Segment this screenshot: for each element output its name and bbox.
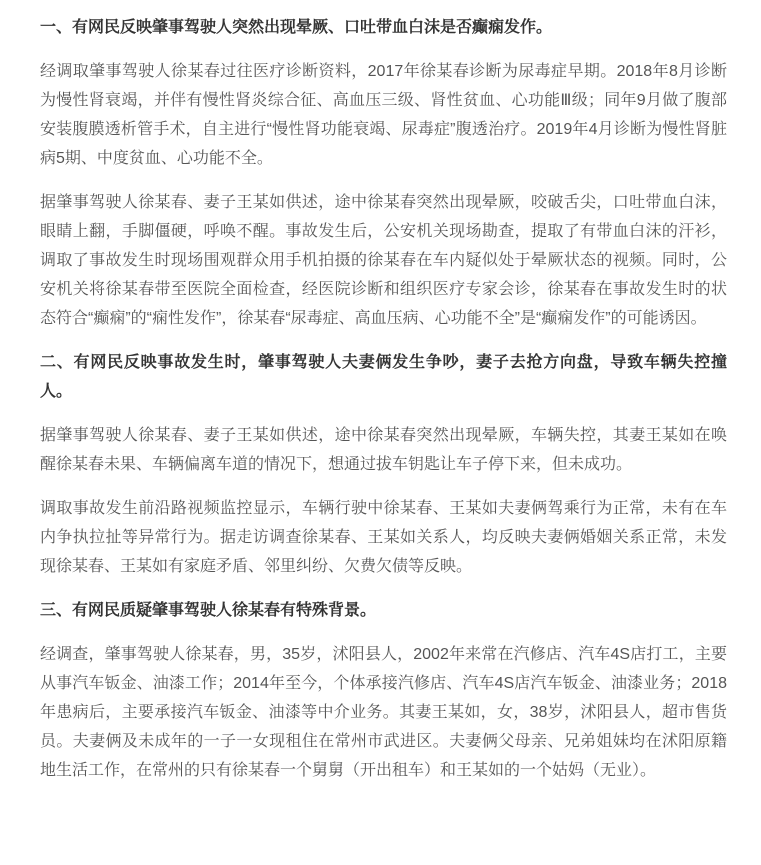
- section-3-heading: 三、有网民质疑肇事驾驶人徐某春有特殊背景。: [40, 602, 377, 619]
- section-1-paragraph-1: 经调取肇事驾驶人徐某春过往医疗诊断资料，2017年徐某春诊断为尿毒症早期。2018年8月诊断为慢性肾衰竭，并伴有慢性肾炎综合征、高血压三级、肾性贫血、心功能Ⅲ级；同年9月做了腹部安装腹膜透析管手术，自主进行“慢性肾功能衰竭、尿毒症”腹透治疗。2019年4月诊断为慢性肾脏病5期、中度贫血、心功能不全。: [40, 63, 727, 167]
- section-1-paragraph-2: 据肇事驾驶人徐某春、妻子王某如供述，途中徐某春突然出现晕厥，咬破舌尖，口吐带血白沫，眼睛上翻，手脚僵硬，呼唤不醒。事故发生后，公安机关现场勘查，提取了有带血白沫的汗衫，调取了事故发生时现场围观群众用手机拍摄的徐某春在车内疑似处于晕厥状态的视频。同时，公安机关将徐某春带至医院全面检查，经医院诊断和组织医疗专家会诊，徐某春在事故发生时的状态符合“癫痫”的“痫性发作”，徐某春“尿毒症、高血压病、心功能不全”是“癫痫发作”的可能诱因。: [40, 194, 727, 327]
- section-1-heading: 一、有网民反映肇事驾驶人突然出现晕厥、口吐带血白沫是否癫痫发作。: [40, 19, 553, 36]
- section-2-heading: 二、有网民反映事故发生时，肇事驾驶人夫妻俩发生争吵，妻子去抢方向盘，导致车辆失控撞人。: [40, 354, 727, 400]
- section-1: [40, 13, 727, 333]
- section-3: [40, 596, 727, 785]
- section-2: [40, 348, 727, 581]
- section-3-paragraph-1: 经调查，肇事驾驶人徐某春，男，35岁，沭阳县人，2002年来常在汽修店、汽车4S店打工，主要从事汽车钣金、油漆工作；2014年至今，个体承接汽修店、汽车4S店汽车钣金、油漆业务；2018年患病后，主要承接汽车钣金、油漆等中介业务。其妻王某如，女，38岁，沭阳县人，超市售货员。夫妻俩及未成年的一子一女现租住在常州市武进区。夫妻俩父母亲、兄弟姐妹均在沭阳原籍地生活工作，在常州的只有徐某春一个舅舅（开出租车）和王某如的一个姑妈（无业）。: [40, 646, 727, 779]
- section-2-paragraph-2: 调取事故发生前沿路视频监控显示，车辆行驶中徐某春、王某如夫妻俩驾乘行为正常，未有在车内争执拉扯等异常行为。据走访调查徐某春、王某如关系人，均反映夫妻俩婚姻关系正常，未发现徐某春、王某如有家庭矛盾、邻里纠纷、欠费欠债等反映。: [40, 500, 727, 575]
- section-2-paragraph-1: 据肇事驾驶人徐某春、妻子王某如供述，途中徐某春突然出现晕厥，车辆失控，其妻王某如在唤醒徐某春未果、车辆偏离车道的情况下，想通过拔车钥匙让车子停下来，但未成功。: [40, 427, 727, 473]
